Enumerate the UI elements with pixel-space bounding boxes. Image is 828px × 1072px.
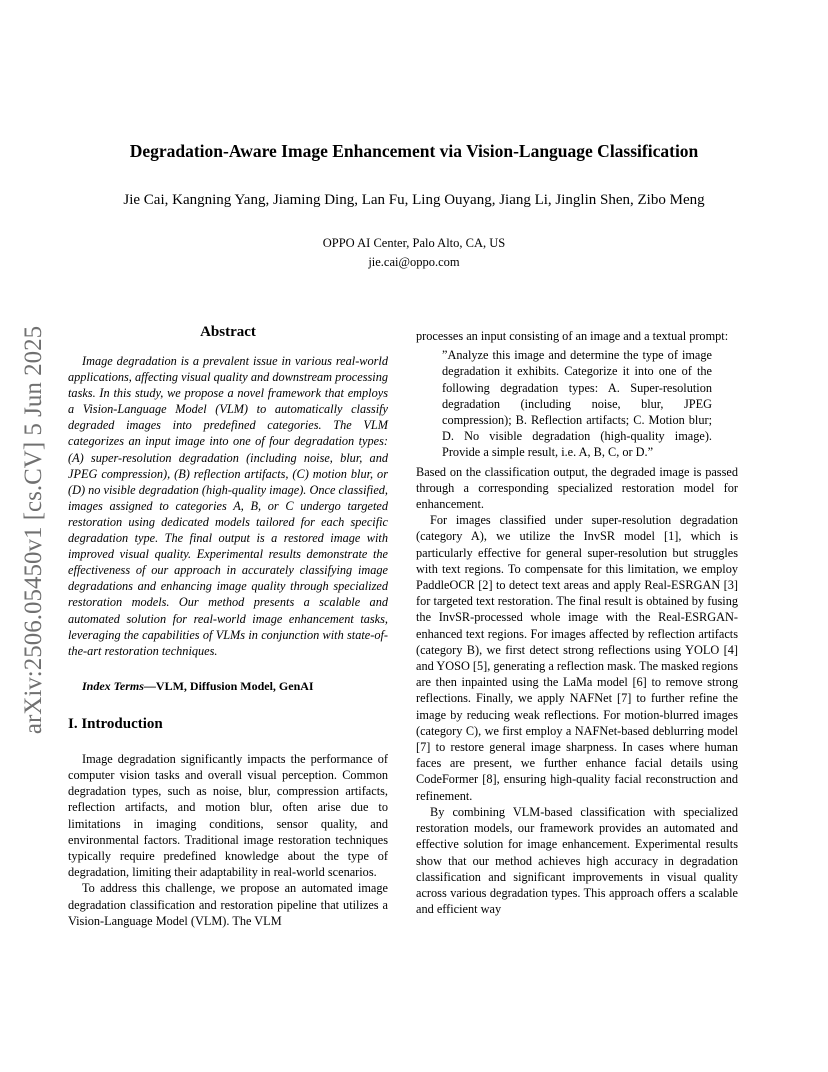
body-paragraph-continued: processes an input consisting of an image and a textual prompt: xyxy=(416,329,729,343)
paper-title: Degradation-Aware Image Enhancement via Vision-Language Classification xyxy=(129,141,699,161)
intro-paragraph-1: Image degradation significantly impacts the performance of computer vision tasks and overall visual perception. Common degradation types, such as noise, blur, compression artifacts, reflection artifacts, and motion blur, often arise due to limitations in imaging conditions, sensor quality, and environmental factors. Traditional image restoration techniques typically require predefined knowledge about the type of degradation, limiting their adaptability in real-world scenarios. xyxy=(68,751,388,880)
prompt-quote: ”Analyze this image and determine the type of image degradation it exhibits. Categorize it into one of the following degradation types: A. Super-resolution degradation (including noise, blur, JPEG compression); B. Reflection artifacts; C. Motion blur; D. No visible degradation (high-quality image). Provide a simple result, i.e. A, B, C, or D.” xyxy=(442,348,712,460)
section-heading-introduction: I. Introduction xyxy=(68,715,163,732)
arxiv-identifier-stamp xyxy=(16,300,52,760)
affiliation-block xyxy=(0,234,828,272)
arxiv-id-text: arXiv:2506.05450v1 [cs.CV] 5 Jun 2025 xyxy=(20,325,47,735)
intro-paragraph-2: To address this challenge, we propose an automated image degradation classification and restoration pipeline that utilizes a Vision-Language Model (VLM). The VLM xyxy=(68,881,388,928)
body-paragraph-1: Based on the classification output, the degraded image is passed through a corresponding specialized restoration model for enhancement. xyxy=(416,464,738,512)
contact-email: jie.cai@oppo.com xyxy=(368,255,460,269)
author-list: Jie Cai, Kangning Yang, Jiaming Ding, Lan Fu, Ling Ouyang, Jiang Li, Jinglin Shen, Zibo Meng xyxy=(123,192,705,208)
left-column xyxy=(68,324,388,929)
index-terms xyxy=(68,679,388,694)
right-column xyxy=(416,328,738,917)
body-paragraph-3: By combining VLM-based classification with specialized restoration models, our framework provides an automated and effective solution for image enhancement. Experimental results show that our method achieves high accuracy in degradation classification and significant improvements in visual quality across various degradation types. This approach offers a scalable and efficient way xyxy=(416,804,738,917)
index-terms-text: —VLM, Diffusion Model, GenAI xyxy=(143,678,314,693)
body-paragraph-2: For images classified under super-resolution degradation (category A), we utilize the InvSR model [1], which is particularly effective for general super-resolution but struggles with text regions. To compensate for this limitation, we employ PaddleOCR [2] to detect text areas and apply Real-ESRGAN [3] for targeted text restoration. The final result is obtained by fusing the InvSR-processed whole image with the Real-ESRGAN-enhanced text regions. For images affected by reflection artifacts (category B), we first detect strong reflections using YOLO [4] and YOSO [5], generating a reflection mask. The masked regions are then inpainted using the LaMa model [6] to remove strong reflections. Finally, we apply NAFNet [7] to further refine the image by reducing weak reflections. For motion-blurred images (category C), we first employ a NAFNet-based deblurring model [7] to restore general image sharpness. In cases where human faces are present, we further enhance facial details using CodeFormer [8], ensuring high-quality facial reconstruction and refinement. xyxy=(416,513,739,803)
index-terms-label: Index Terms xyxy=(82,678,144,693)
abstract-heading: Abstract xyxy=(200,324,256,340)
affiliation: OPPO AI Center, Palo Alto, CA, US xyxy=(322,236,506,250)
abstract-text: Image degradation is a prevalent issue in various real-world applications, affecting visual quality and downstream processing tasks. In this study, we propose a novel framework that employs a Vision-Language Model (VLM) to automatically classify degraded images into predefined categories. The VLM categorizes an input image into one of four degradation types: (A) super-resolution degradation (including noise, blur, and JPEG compression), (B) reflection artifacts, (C) motion blur, or (D) no visible degradation (high-quality image). Once classified, images assigned to categories A, B, or C undergo targeted restoration using dedicated models tailored for each specific degradation type. The final output is a restored image with improved visual quality. Experimental results demonstrate the effectiveness of our approach in accurately classifying image degradations and enhancing image quality through specialized restoration models. Our method presents a scalable and automated solution for real-world image enhancement tasks, leveraging the capabilities of VLMs in conjunction with state-of-the-art restoration techniques. xyxy=(68,354,388,658)
